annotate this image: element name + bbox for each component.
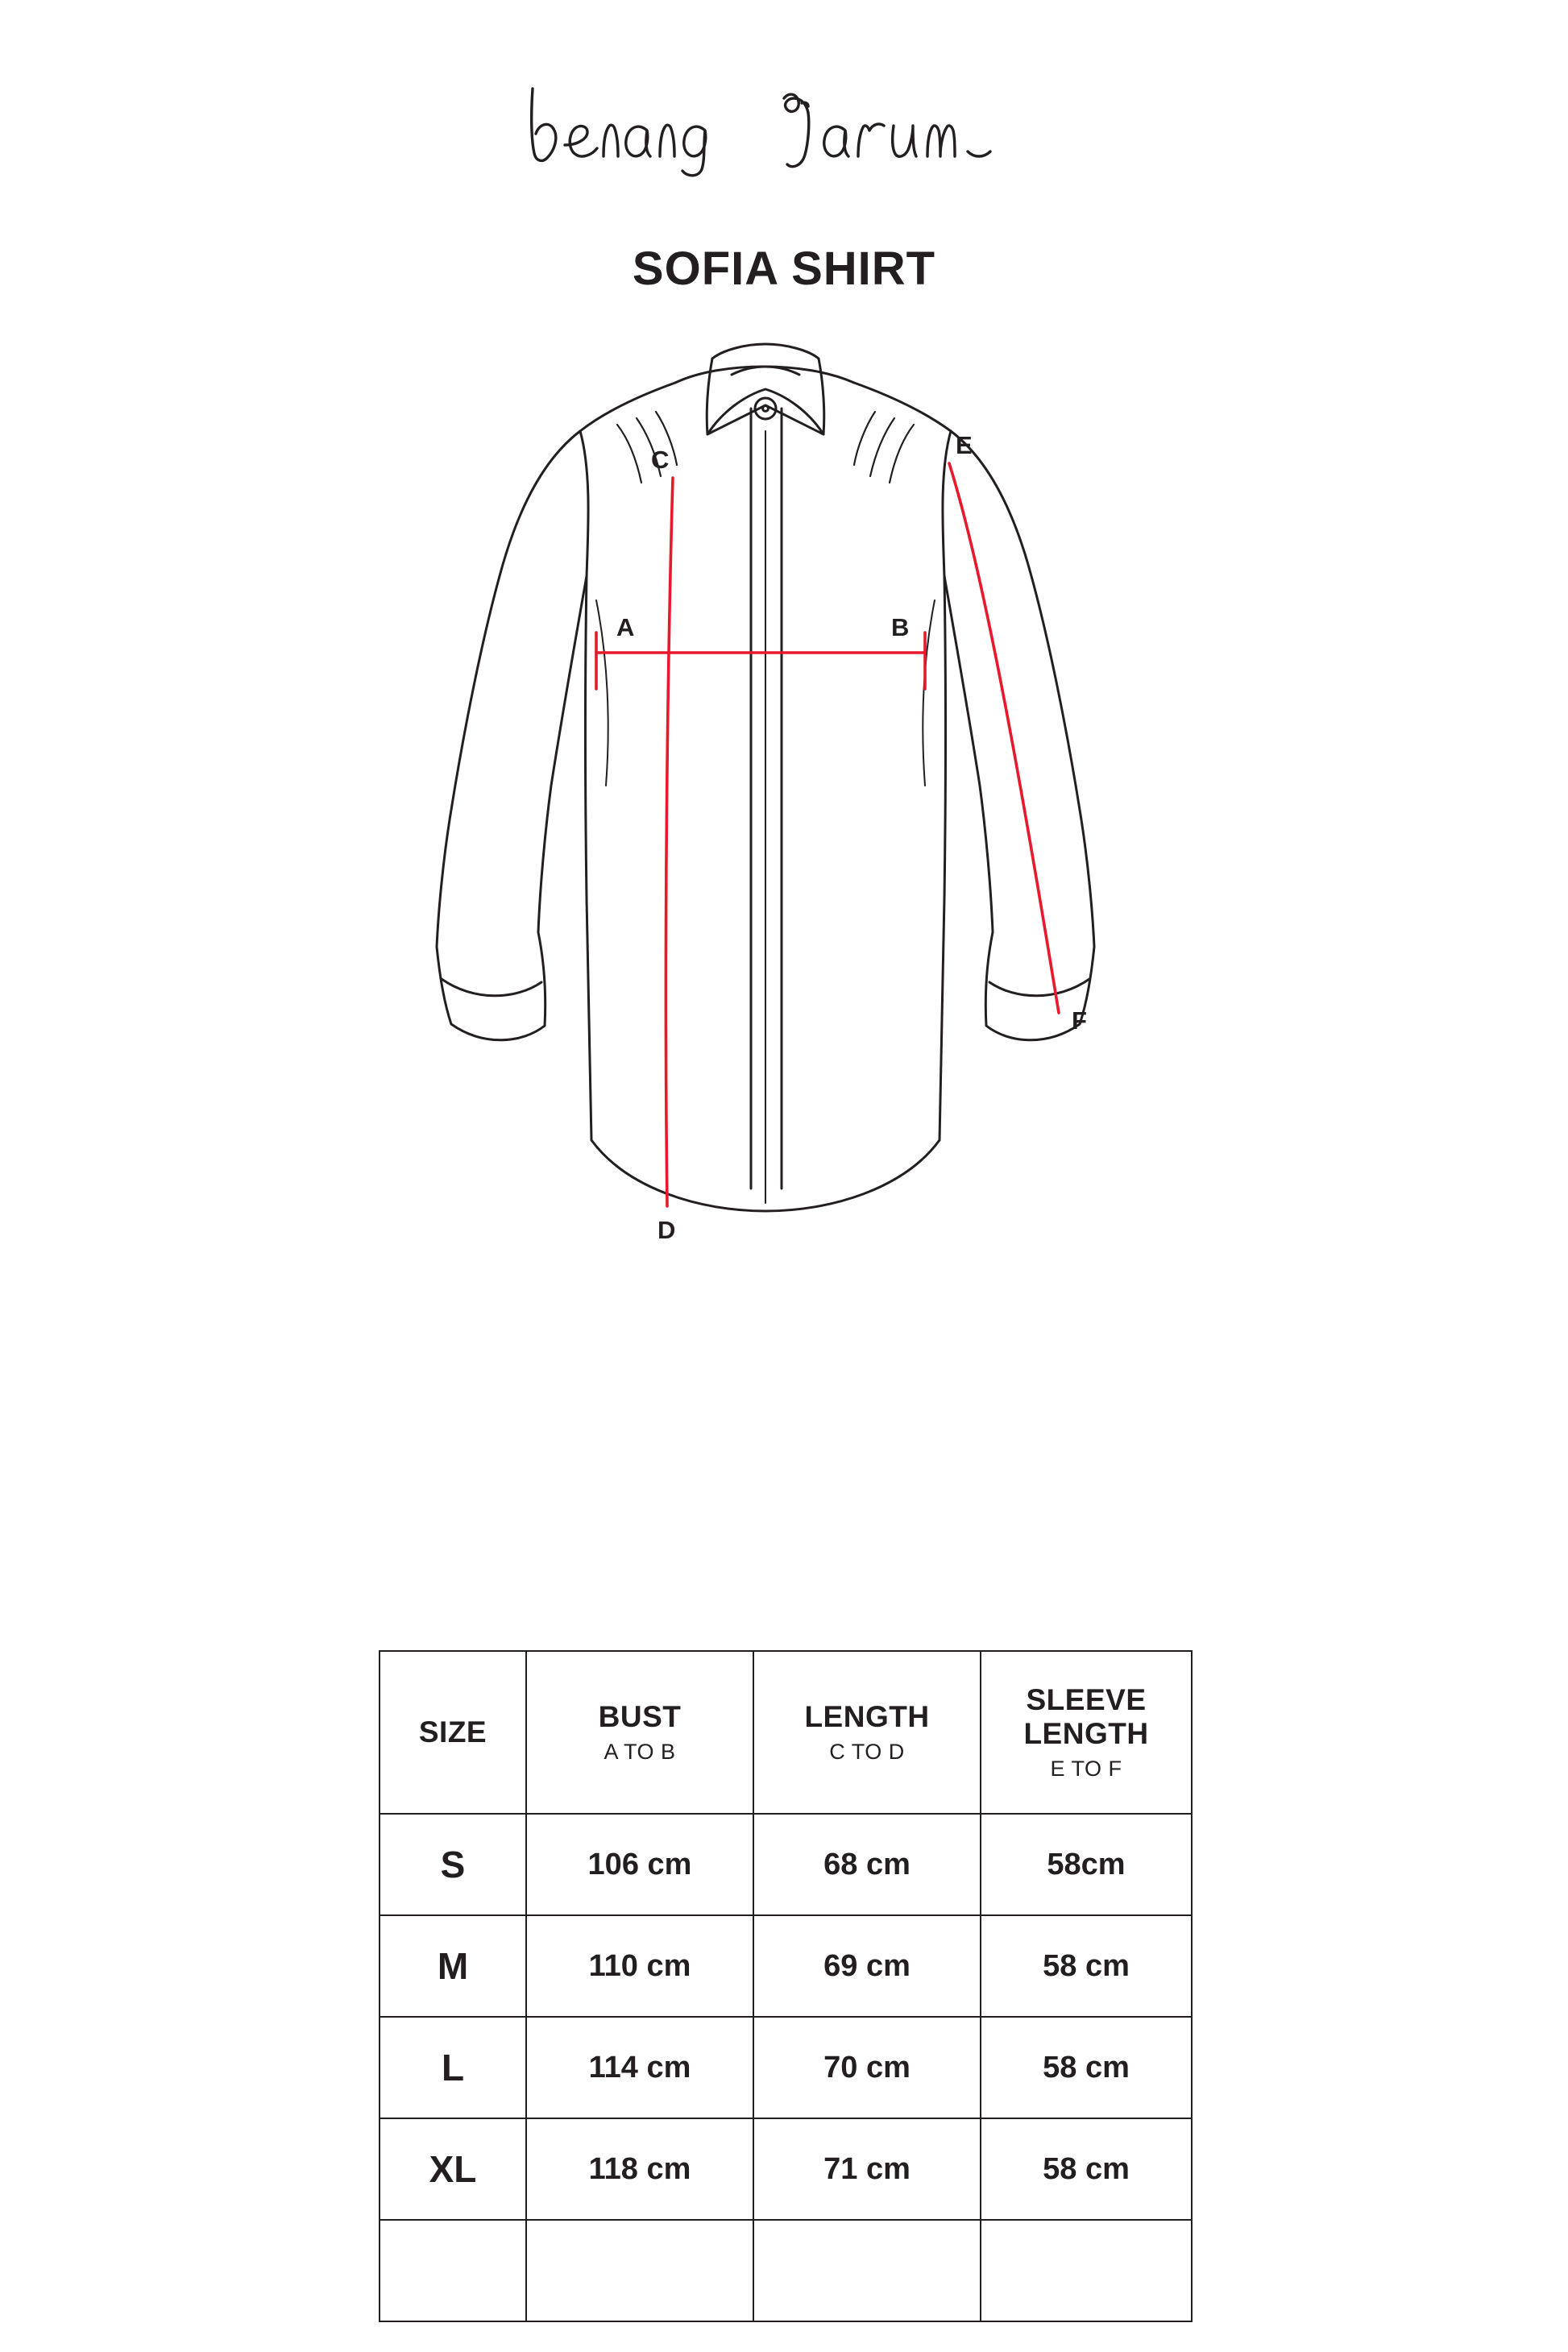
row-size: S <box>380 1814 526 1915</box>
row-sleeve: 58cm <box>981 1814 1192 1915</box>
row-sleeve: 58 cm <box>981 2017 1192 2118</box>
label-E: E <box>956 431 973 459</box>
row-bust: 110 cm <box>526 1915 753 2017</box>
row-bust: 114 cm <box>526 2017 753 2118</box>
row-size: XL <box>380 2118 526 2220</box>
row-length: 70 cm <box>753 2017 981 2118</box>
spacer-cell <box>526 2220 753 2321</box>
row-length: 69 cm <box>753 1915 981 2017</box>
header-size-main: SIZE <box>418 1715 487 1749</box>
size-table <box>379 1650 1193 2322</box>
header-sleeve-length <box>981 1651 1192 1814</box>
header-sleeve-main: SLEEVE LENGTH <box>1023 1683 1149 1750</box>
label-B: B <box>891 613 910 641</box>
row-sleeve: 58 cm <box>981 1915 1192 2017</box>
header-length <box>753 1651 981 1814</box>
table-row <box>380 1814 1192 1915</box>
page-title: SOFIA SHIRT <box>632 243 936 295</box>
table-header-row <box>380 1651 1192 1814</box>
table-row <box>380 1915 1192 2017</box>
row-sleeve: 58 cm <box>981 2118 1192 2220</box>
header-bust-main: BUST <box>598 1699 682 1733</box>
row-length: 68 cm <box>753 1814 981 1915</box>
label-F: F <box>1072 1006 1087 1035</box>
row-size: M <box>380 1915 526 2017</box>
table-row <box>380 2118 1192 2220</box>
row-bust: 118 cm <box>526 2118 753 2220</box>
label-D: D <box>657 1216 676 1244</box>
table-footer-spacer <box>380 2220 1192 2321</box>
header-length-sub: C TO D <box>829 1740 905 1765</box>
label-C: C <box>651 446 670 474</box>
size-table-wrapper <box>379 1650 1191 2322</box>
row-length: 71 cm <box>753 2118 981 2220</box>
spacer-cell <box>380 2220 526 2321</box>
table-row <box>380 2017 1192 2118</box>
row-bust: 106 cm <box>526 1814 753 1915</box>
shirt-technical-drawing <box>280 334 1288 1382</box>
header-length-main: LENGTH <box>804 1699 930 1733</box>
row-size: L <box>380 2017 526 2118</box>
label-A: A <box>616 613 635 641</box>
header-size <box>380 1651 526 1814</box>
spacer-cell <box>981 2220 1192 2321</box>
header-sleeve-sub: E TO F <box>1050 1756 1122 1781</box>
header-bust <box>526 1651 753 1814</box>
brand-logo <box>518 74 1050 179</box>
header-bust-sub: A TO B <box>604 1740 676 1765</box>
spacer-cell <box>753 2220 981 2321</box>
